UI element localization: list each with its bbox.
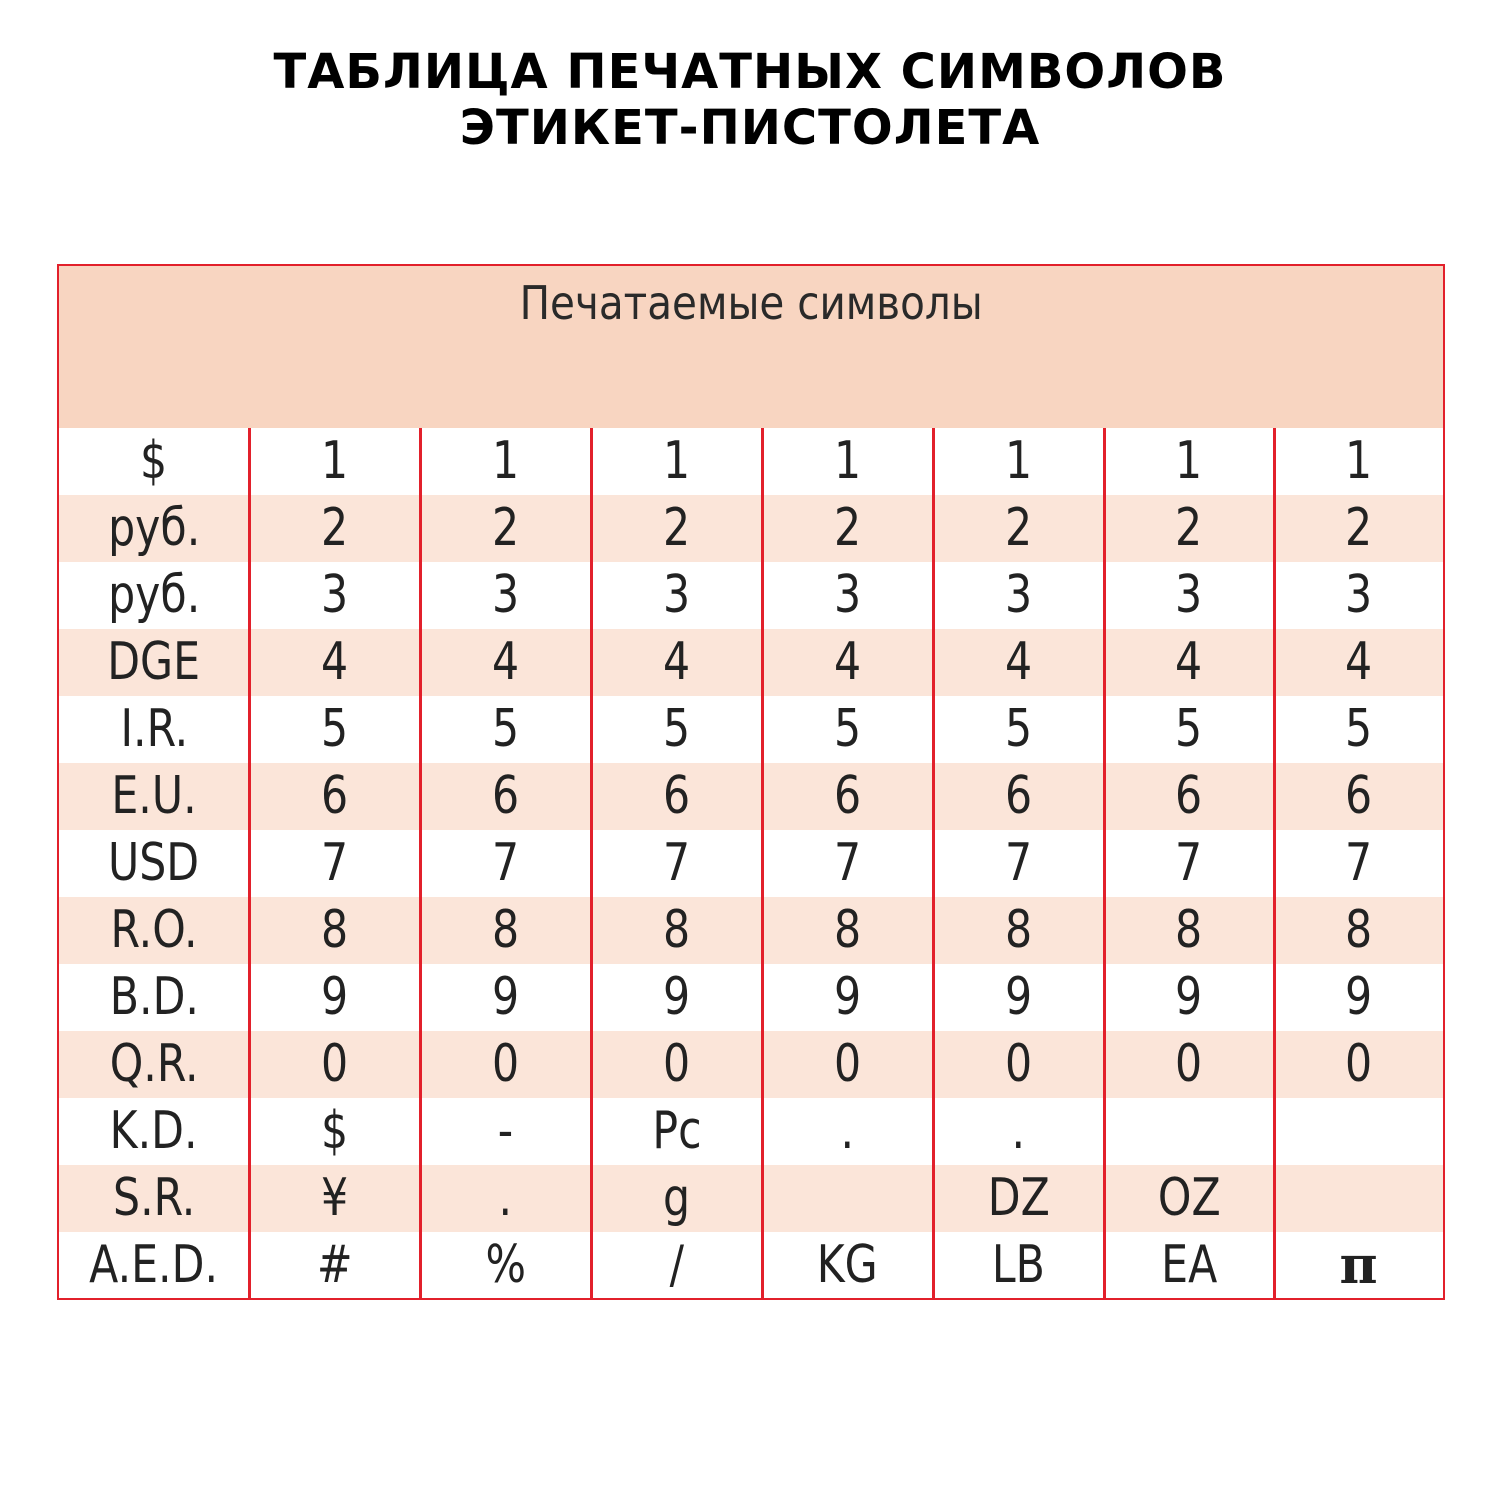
symbol: 1 xyxy=(320,431,349,491)
row-label-cell xyxy=(59,1098,249,1165)
symbol: 2 xyxy=(662,498,691,558)
symbol: 0 xyxy=(1344,1034,1373,1094)
symbol: 6 xyxy=(1175,766,1203,826)
row-label-cell xyxy=(59,428,249,495)
symbol-cell xyxy=(591,562,762,629)
symbol-cell xyxy=(420,1031,591,1098)
symbol-cell xyxy=(933,830,1104,897)
symbol: g xyxy=(662,1168,691,1228)
symbol: 0 xyxy=(662,1034,691,1094)
symbol-cell xyxy=(762,629,933,696)
symbol-cell xyxy=(591,428,762,495)
symbol: 8 xyxy=(491,900,520,960)
symbol-cell xyxy=(420,562,591,629)
symbol: 8 xyxy=(1175,900,1203,960)
symbol-cell xyxy=(1274,897,1443,964)
symbol-cell xyxy=(591,696,762,763)
symbol: 2 xyxy=(1004,498,1033,558)
symbol-cell xyxy=(591,1031,762,1098)
symbol: 8 xyxy=(662,900,691,960)
row-label: руб. xyxy=(107,565,201,625)
symbol-cell xyxy=(762,1098,933,1165)
symbol-cell xyxy=(1274,830,1443,897)
row-label-cell xyxy=(59,897,249,964)
symbol: 2 xyxy=(320,498,349,558)
symbol: # xyxy=(316,1235,353,1295)
symbol-cell xyxy=(1274,763,1443,830)
symbol: DZ xyxy=(987,1168,1050,1228)
symbol: 7 xyxy=(320,833,349,893)
symbol: 7 xyxy=(491,833,520,893)
symbol-cell xyxy=(1104,897,1274,964)
symbol-cell xyxy=(591,1165,762,1232)
row-label: $ xyxy=(140,431,168,491)
table-row xyxy=(59,1165,1443,1232)
table-row xyxy=(59,1232,1443,1299)
table-row xyxy=(59,1098,1443,1165)
symbol-cell xyxy=(1104,1098,1274,1165)
page-title xyxy=(0,44,1500,156)
row-label-cell xyxy=(59,763,249,830)
row-label: USD xyxy=(108,833,200,893)
symbol-cell xyxy=(933,897,1104,964)
symbol: 5 xyxy=(320,699,349,759)
symbol: 9 xyxy=(833,967,862,1027)
row-label-cell xyxy=(59,830,249,897)
symbol-cell xyxy=(933,763,1104,830)
column-divider xyxy=(932,428,935,1298)
symbol: 4 xyxy=(833,632,862,692)
symbol: 6 xyxy=(1344,766,1373,826)
symbol-cell xyxy=(591,495,762,562)
symbol: 9 xyxy=(1004,967,1033,1027)
symbol: 3 xyxy=(1004,565,1033,625)
symbol-cell xyxy=(249,1098,420,1165)
symbol: 2 xyxy=(491,498,520,558)
symbol: 6 xyxy=(833,766,862,826)
symbol: 8 xyxy=(1344,900,1373,960)
row-label: B.D. xyxy=(109,967,199,1027)
symbol: % xyxy=(485,1235,526,1295)
symbol-cell xyxy=(933,562,1104,629)
symbol: 5 xyxy=(833,699,862,759)
symbol: 9 xyxy=(1344,967,1373,1027)
symbol-cell xyxy=(762,830,933,897)
row-label: A.E.D. xyxy=(89,1235,219,1295)
column-divider xyxy=(761,428,764,1298)
symbol-cell xyxy=(420,830,591,897)
symbol: 9 xyxy=(320,967,349,1027)
symbol-cell xyxy=(249,629,420,696)
symbol-cell xyxy=(420,763,591,830)
row-label: R.O. xyxy=(110,900,198,960)
symbol: . xyxy=(1011,1101,1026,1161)
symbol-cell xyxy=(1274,1031,1443,1098)
symbol-cell xyxy=(762,1031,933,1098)
symbol: 9 xyxy=(491,967,520,1027)
symbol: 5 xyxy=(1004,699,1033,759)
symbol: 8 xyxy=(320,900,349,960)
symbol-cell xyxy=(1104,495,1274,562)
symbol: 7 xyxy=(833,833,862,893)
symbol: OZ xyxy=(1157,1168,1221,1228)
symbol-cell xyxy=(1104,629,1274,696)
symbol-cell xyxy=(933,964,1104,1031)
symbol: $ xyxy=(320,1101,349,1161)
symbol-cell xyxy=(933,696,1104,763)
symbol: 2 xyxy=(833,498,862,558)
row-label: Q.R. xyxy=(109,1034,199,1094)
table-row xyxy=(59,629,1443,696)
row-label-cell xyxy=(59,495,249,562)
symbol-cell xyxy=(591,763,762,830)
symbol: 0 xyxy=(320,1034,349,1094)
symbol: 1 xyxy=(662,431,691,491)
symbol-cell xyxy=(762,1165,933,1232)
symbol-cell xyxy=(762,763,933,830)
symbol-cell xyxy=(249,964,420,1031)
symbol-cell xyxy=(762,696,933,763)
symbol-cell xyxy=(762,428,933,495)
symbol-cell xyxy=(933,428,1104,495)
symbol-cell xyxy=(1274,428,1443,495)
symbol: Pc xyxy=(651,1101,702,1161)
table-row xyxy=(59,763,1443,830)
symbol: 1 xyxy=(491,431,520,491)
symbol: 5 xyxy=(1344,699,1373,759)
row-label-cell xyxy=(59,1165,249,1232)
column-divider xyxy=(590,428,593,1298)
symbol-cell xyxy=(249,1232,420,1299)
symbol: / xyxy=(669,1235,684,1295)
symbol: 4 xyxy=(320,632,349,692)
symbol-cell xyxy=(420,1098,591,1165)
symbol-cell xyxy=(1274,495,1443,562)
symbol: π xyxy=(1339,1235,1378,1296)
row-label-cell xyxy=(59,1232,249,1299)
row-label: DGE xyxy=(107,632,201,692)
row-label: E.U. xyxy=(111,766,197,826)
table-row xyxy=(59,428,1443,495)
symbol: EA xyxy=(1160,1235,1218,1295)
symbol-cell xyxy=(591,1098,762,1165)
table-row xyxy=(59,1031,1443,1098)
symbol: 3 xyxy=(1175,565,1203,625)
symbol: KG xyxy=(816,1235,879,1295)
symbol-cell xyxy=(1104,1031,1274,1098)
symbol: 9 xyxy=(1175,967,1203,1027)
symbol-cell xyxy=(933,1165,1104,1232)
symbol: 2 xyxy=(1344,498,1373,558)
row-label-cell xyxy=(59,562,249,629)
row-label-cell xyxy=(59,629,249,696)
symbol-cell xyxy=(249,1165,420,1232)
symbol: 0 xyxy=(1004,1034,1033,1094)
symbol: - xyxy=(497,1101,514,1161)
symbol: 4 xyxy=(1004,632,1033,692)
symbol: 3 xyxy=(833,565,862,625)
column-divider xyxy=(1103,428,1106,1298)
symbol: 3 xyxy=(662,565,691,625)
symbol: 5 xyxy=(662,699,691,759)
symbol-cell xyxy=(249,763,420,830)
symbol-cell xyxy=(420,428,591,495)
symbol-cell xyxy=(591,897,762,964)
column-divider xyxy=(1273,428,1276,1298)
symbol-cell xyxy=(249,897,420,964)
title-line-2: ЭТИКЕТ-ПИСТОЛЕТА xyxy=(459,100,1041,156)
table-body xyxy=(59,428,1443,1298)
symbol-cell xyxy=(933,495,1104,562)
symbol: 6 xyxy=(662,766,691,826)
symbol: 6 xyxy=(320,766,349,826)
symbol: LB xyxy=(991,1235,1046,1295)
symbol-cell xyxy=(1104,830,1274,897)
symbol-cell xyxy=(933,1031,1104,1098)
symbol-cell xyxy=(762,1232,933,1299)
symbol: 3 xyxy=(320,565,349,625)
symbol: 0 xyxy=(1175,1034,1203,1094)
row-label-cell xyxy=(59,964,249,1031)
symbol: 6 xyxy=(1004,766,1033,826)
symbol-cell xyxy=(1274,1098,1443,1165)
symbol-cell xyxy=(1274,1232,1443,1299)
symbol-cell xyxy=(420,629,591,696)
symbol: 4 xyxy=(662,632,691,692)
column-divider xyxy=(248,428,251,1298)
symbol-cell xyxy=(249,696,420,763)
symbol-cell xyxy=(1274,1165,1443,1232)
symbol-cell xyxy=(933,1232,1104,1299)
symbol: 1 xyxy=(1175,431,1203,491)
table-row xyxy=(59,964,1443,1031)
symbol-cell xyxy=(249,562,420,629)
symbol: 1 xyxy=(1004,431,1033,491)
symbol: . xyxy=(498,1168,513,1228)
symbol-cell xyxy=(420,964,591,1031)
table-row xyxy=(59,830,1443,897)
symbol-cell xyxy=(1104,964,1274,1031)
symbol-cell xyxy=(1104,696,1274,763)
symbol-cell xyxy=(249,495,420,562)
symbols-table xyxy=(57,264,1445,1300)
symbol-cell xyxy=(1104,428,1274,495)
symbol-cell xyxy=(420,1232,591,1299)
symbol: 4 xyxy=(491,632,520,692)
title-line-1: ТАБЛИЦА ПЕЧАТНЫХ СИМВОЛОВ xyxy=(273,44,1227,100)
symbol: 8 xyxy=(833,900,862,960)
symbol-cell xyxy=(762,964,933,1031)
symbol-cell xyxy=(933,1098,1104,1165)
symbol: . xyxy=(840,1101,855,1161)
table-header xyxy=(59,266,1443,428)
symbol: ¥ xyxy=(320,1168,349,1228)
symbol: 0 xyxy=(491,1034,520,1094)
symbol-cell xyxy=(762,495,933,562)
symbol-cell xyxy=(249,428,420,495)
symbol-cell xyxy=(591,629,762,696)
row-label: I.R. xyxy=(120,699,188,759)
table-row xyxy=(59,562,1443,629)
symbol-cell xyxy=(249,830,420,897)
symbol-cell xyxy=(1104,562,1274,629)
row-label-cell xyxy=(59,696,249,763)
row-label-cell xyxy=(59,1031,249,1098)
symbol-cell xyxy=(591,964,762,1031)
symbol: 7 xyxy=(662,833,691,893)
table-row xyxy=(59,495,1443,562)
row-label: K.D. xyxy=(110,1101,198,1161)
symbol: 0 xyxy=(833,1034,862,1094)
symbol-cell xyxy=(420,495,591,562)
symbol-cell xyxy=(420,1165,591,1232)
symbol: 5 xyxy=(1175,699,1203,759)
symbol: 1 xyxy=(833,431,862,491)
symbol-cell xyxy=(1104,1165,1274,1232)
symbol-cell xyxy=(1104,763,1274,830)
symbol-cell xyxy=(420,696,591,763)
symbol-cell xyxy=(1104,1232,1274,1299)
symbol-cell xyxy=(1274,629,1443,696)
symbol-cell xyxy=(249,1031,420,1098)
row-label: S.R. xyxy=(112,1168,196,1228)
table-row xyxy=(59,696,1443,763)
symbol: 8 xyxy=(1004,900,1033,960)
row-label: руб. xyxy=(107,498,201,558)
symbol: 7 xyxy=(1175,833,1203,893)
symbol-cell xyxy=(1274,562,1443,629)
symbol: 4 xyxy=(1344,632,1373,692)
symbol: 2 xyxy=(1175,498,1203,558)
symbol-cell xyxy=(933,629,1104,696)
symbol: 3 xyxy=(1344,565,1373,625)
symbol-cell xyxy=(1274,696,1443,763)
symbol-cell xyxy=(762,897,933,964)
symbol: 1 xyxy=(1344,431,1373,491)
symbol: 6 xyxy=(491,766,520,826)
symbol: 3 xyxy=(491,565,520,625)
symbol-cell xyxy=(591,1232,762,1299)
symbol: 9 xyxy=(662,967,691,1027)
column-divider xyxy=(419,428,422,1298)
table-row xyxy=(59,897,1443,964)
table-header-label: Печатаемые символы xyxy=(519,276,983,330)
symbol: 4 xyxy=(1175,632,1203,692)
symbol-cell xyxy=(420,897,591,964)
symbol-cell xyxy=(1274,964,1443,1031)
symbol: 7 xyxy=(1344,833,1373,893)
symbol-cell xyxy=(591,830,762,897)
symbol: 7 xyxy=(1004,833,1033,893)
symbol-cell xyxy=(762,562,933,629)
symbol: 5 xyxy=(491,699,520,759)
